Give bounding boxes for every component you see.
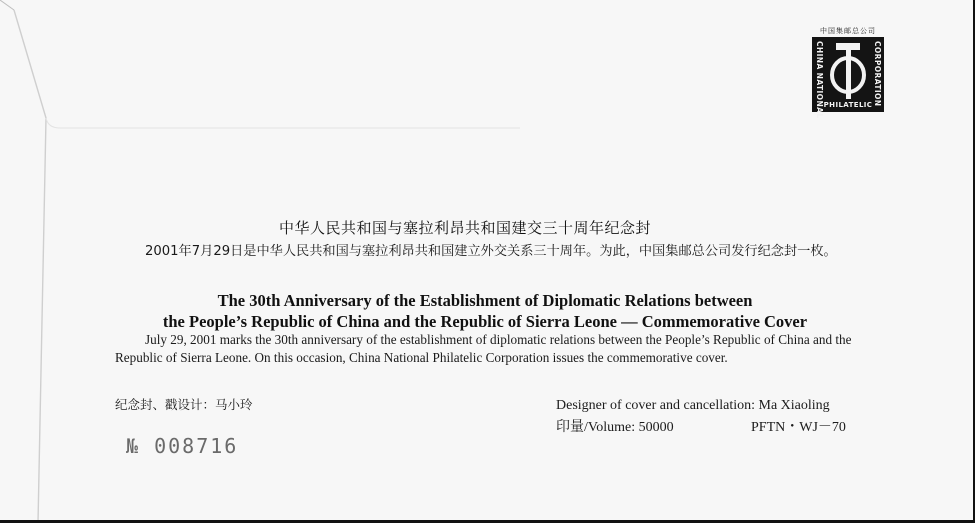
logo-left-text: CHINA NATIONAL [815, 41, 824, 119]
china-philatelic-logo [812, 26, 884, 119]
logo-box [812, 37, 884, 119]
logo-caption: 中国集邮总公司 [820, 27, 876, 35]
print-volume: 印量/Volume: 50000 [556, 420, 674, 435]
cover-title-chinese: 中华人民共和国与塞拉利昂共和国建交三十周年纪念封 [279, 219, 652, 237]
designer-credit-english: Designer of cover and cancellation: Ma Xiaoling [556, 398, 830, 413]
cover-title-english [100, 290, 870, 332]
title-line-2: the People’s Republic of China and the Republic of Sierra Leone — Commemorative Cover [162, 312, 808, 331]
cover-description-english: July 29, 2001 marks the 30th anniversary of the establishment of diplomatic relations between the People’s Republic of China and the Republic of Sierra Leone. On this occasion, China National Philatelic Corporation issues the commemorative cover. [115, 332, 852, 365]
title-line-1: The 30th Anniversary of the Establishment of Diplomatic Relations between [217, 291, 753, 310]
logo-bottom-text: PHILATELIC [823, 101, 873, 109]
cover-code: PFTN・WJ－70 [751, 420, 846, 435]
cover-description-chinese: 2001年7月29日是中华人民共和国与塞拉利昂共和国建立外交关系三十周年。为此，中国集邮总公司发行纪念封一枚。 [145, 244, 837, 259]
designer-credit-chinese: 纪念封、戳设计：马小玲 [115, 397, 253, 412]
logo-right-text: CORPORATION [873, 41, 882, 107]
serial-number: № 008716 [126, 434, 239, 458]
philatelic-emblem-icon [826, 39, 870, 101]
